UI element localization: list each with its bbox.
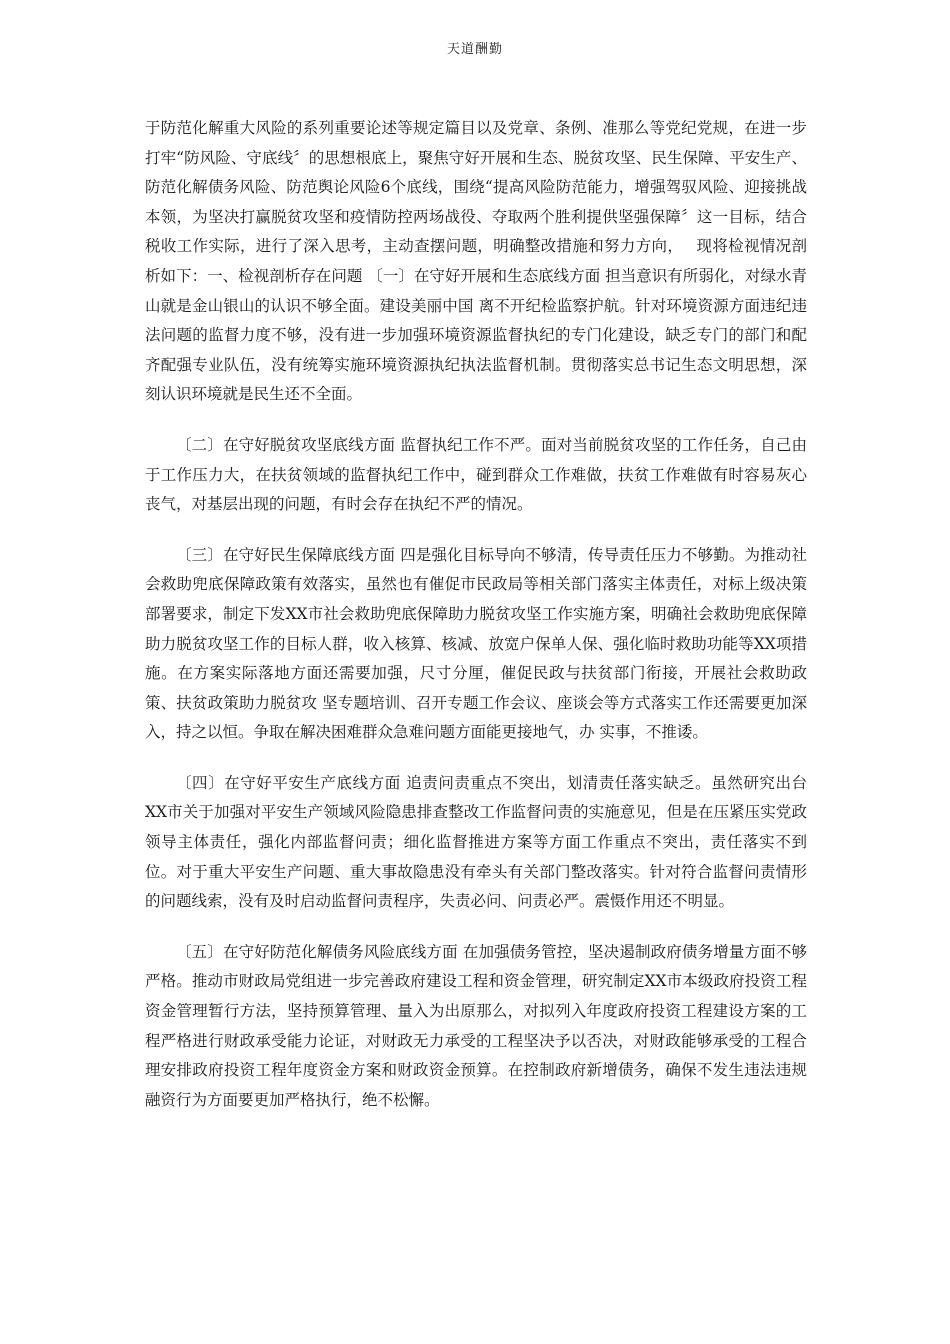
page-header: 天道酬勤 (446, 42, 503, 57)
paragraph-1: 于防范化解重大风险的系列重要论述等规定篇目以及党章、条例、准那么等党纪党规，在进一步打牢“防风险、守底线〞的思想根底上，聚焦守好开展和生态、脱贫攻坚、民生保障、平安生产、防范化解债务风险、防范舆论风险6个底线，围绕“提高风险防范能力，增强驾驭风险、迎接挑战本领，为坚决打赢脱贫攻坚和疫情防控两场战役、夺取两个胜利提供坚强保障〞这一目标，结合税收工作实际，进行了深入思考，主动查摆问题，明确整改措施和努力方向， 现将检视情况剖析如下：一、检视剖析存在问题 〔一〕在守好开展和生态底线方面 担当意识有所弱化，对绿水青山就是金山银山的认识不够全面。建设美丽中国 离不开纪检监察护航。针对环境资源方面违纪违法问题的监督力度不够，没有进一步加强环境资源监督执纪的专门化建设，缺乏专门的部门和配齐配强专业队伍，没有统筹实施环境资源执纪执法监督机制。贯彻落实总书记生态文明思想，深刻认识环境就是民生还不全面。 (145, 119, 807, 404)
paragraph-5: 〔五〕在守好防范化解债务风险底线方面 在加强债务管控，坚决遏制政府债务增量方面不够严格。推动市财政局党组进一步完善政府建设工程和资金管理，研究制定XX市本级政府投资工程资金管理暂行方法，坚持预算管理、量入为出原那么，对拟列入年度政府投资工程建设方案的工程严格进行财政承受能力论证，对财政无力承受的工程坚决予以否决，对财政能够承受的工程合理安排政府投资工程年度资金方案和财政资金预算。在控制政府新增债务，确保不发生违法违规融资行为方面要更加严格执行，绝不松懈。 (145, 942, 807, 1109)
document-body (145, 114, 807, 1136)
paragraph-2: 〔二〕在守好脱贫攻坚底线方面 监督执纪工作不严。面对当前脱贫攻坚的工作任务，自己由于工作压力大，在扶贫领域的监督执纪工作中，碰到群众工作难做，扶贫工作难做有时容易灰心丧气，对基层出现的问题，有时会存在执纪不严的情况。 (145, 435, 807, 514)
paragraph-3: 〔三〕在守好民生保障底线方面 四是强化目标导向不够清，传导责任压力不够勤。为推动社会救助兜底保障政策有效落实，虽然也有催促市民政局等相关部门落实主体责任，对标上级决策部署要求，制定下发XX市社会救助兜底保障助力脱贫攻坚工作实施方案，明确社会救助兜底保障助力脱贫攻坚工作的目标人群，收入核算、核减、放宽户保单人保、强化临时救助功能等XX项措施。在方案实际落地方面还需要加强，尺寸分厘，催促民政与扶贫部门衔接，开展社会救助政策、扶贫政策助力脱贫攻 坚专题培训、召开专题工作会议、座谈会等方式落实工作还需要更加深入，持之以恒。争取在解决困难群众急难问题方面能更接地气，办 实事，不推诿。 (145, 545, 807, 742)
paragraph-4: 〔四〕在守好平安生产底线方面 追责问责重点不突出，划清责任落实缺乏。虽然研究出台XX市关于加强对平安生产领域风险隐患排查整改工作监督问责的实施意见，但是在压紧压实党政领导主体责任，强化内部监督问责；细化监督推进方案等方面工作重点不突出，责任落实不到位。对于重大平安生产问题、重大事故隐患没有牵头有关部门整改落实。针对符合监督问责情形的问题线索，没有及时启动监督问责程序，失责必问、问责必严。震慑作用还不明显。 (145, 773, 807, 911)
